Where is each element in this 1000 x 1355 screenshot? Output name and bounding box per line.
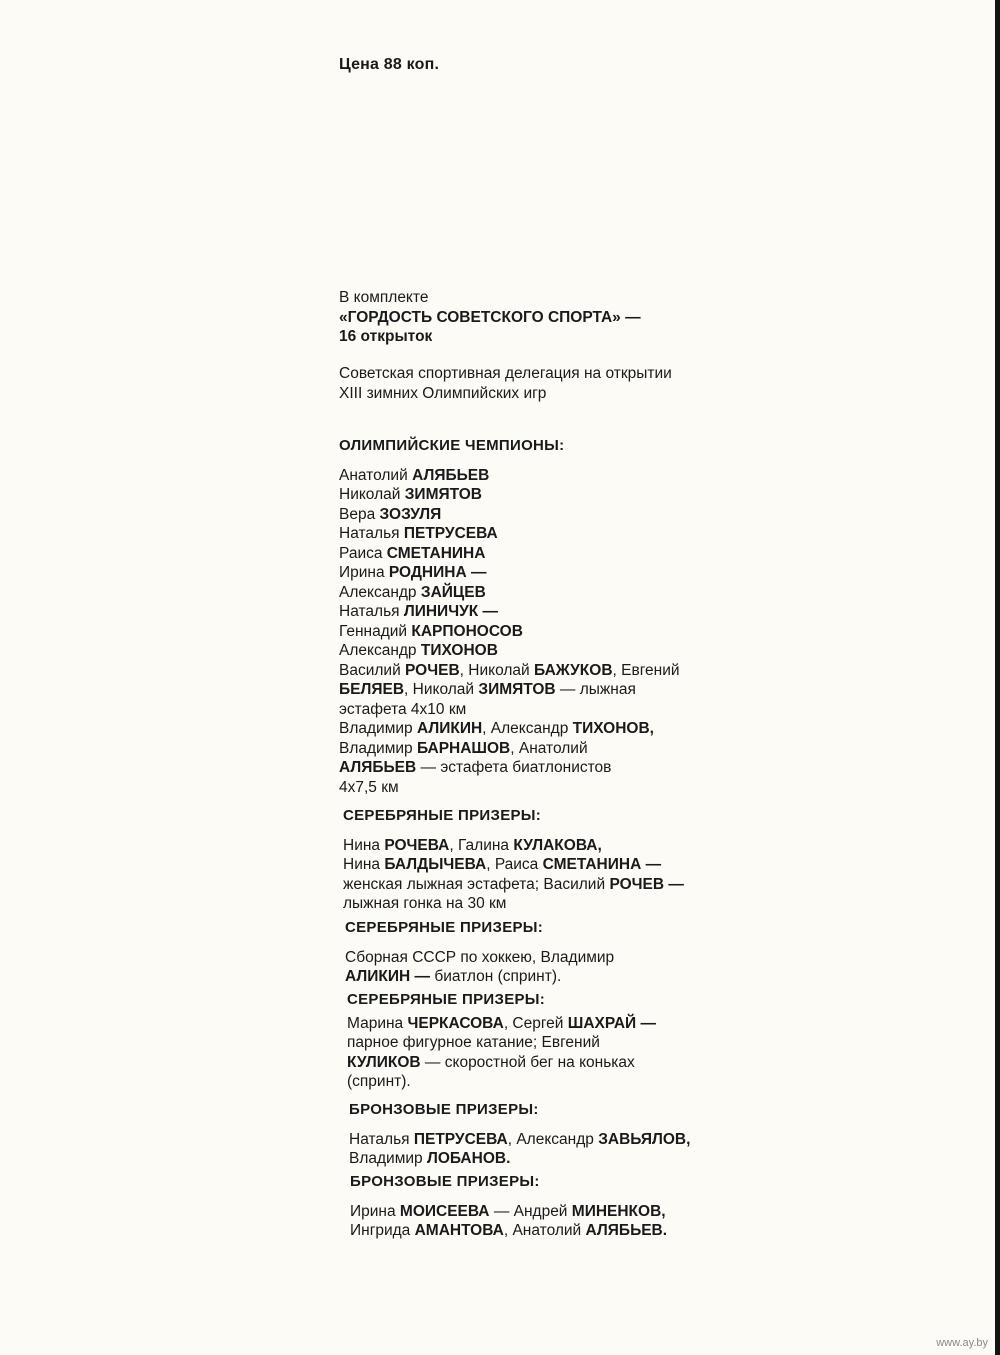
athlete-first-name: Наталья xyxy=(339,525,404,542)
athlete-first-name: Анатолий xyxy=(339,466,413,484)
delegation-caption xyxy=(339,364,769,403)
athlete-surname: АЛЯБЬЕВ xyxy=(339,759,417,776)
bronze-medalists-section xyxy=(350,1172,780,1241)
athlete-surname: ЛОБАНОВ. xyxy=(426,1150,511,1167)
champion-line xyxy=(339,563,769,583)
champion-line xyxy=(339,466,769,486)
set-info xyxy=(339,288,769,347)
bronze-medalists-section xyxy=(349,1100,779,1169)
text-fragment: Ингрида xyxy=(350,1222,415,1239)
medalist-line: Сборная СССР по хоккею, Владимир xyxy=(345,948,615,966)
champion-line xyxy=(339,524,769,544)
set-title: «ГОРДОСТЬ СОВЕТСКОГО СПОРТА» — xyxy=(339,308,641,326)
relay-line: 4х7,5 км xyxy=(339,778,399,796)
medalist-line xyxy=(347,1014,777,1034)
athlete-surname: ТИХОНОВ, xyxy=(572,720,654,737)
athlete-surname: ПЕТРУСЕВА xyxy=(413,1130,508,1148)
medalist-line xyxy=(345,967,775,987)
section-heading: СЕРЕБРЯНЫЕ ПРИЗЕРЫ: xyxy=(343,807,542,824)
silver-medalists-section xyxy=(345,918,775,987)
text-fragment: , Галина xyxy=(449,836,514,854)
relay-line xyxy=(339,680,769,700)
relay-line: эстафета 4х10 км xyxy=(339,700,467,718)
athlete-first-name: Александр xyxy=(339,583,421,601)
athlete-surname: МИНЕНКОВ, xyxy=(571,1202,666,1220)
athlete-surname: ЗАЙЦЕВ xyxy=(420,583,486,601)
caption-line-2: XIII зимних Олимпийских игр xyxy=(339,384,547,402)
athlete-first-name: Александр xyxy=(339,642,421,659)
champion-line xyxy=(339,505,769,525)
athlete-surname: КУЛАКОВА, xyxy=(513,836,602,854)
champion-line xyxy=(339,485,769,505)
athlete-surname: МОИСЕЕВА xyxy=(399,1202,490,1220)
set-info-line-1: В комплекте xyxy=(339,289,429,306)
athlete-surname: РОЧЕВ — xyxy=(609,875,684,893)
athlete-first-name: Николай xyxy=(339,486,405,503)
section-heading: БРОНЗОВЫЕ ПРИЗЕРЫ: xyxy=(349,1101,539,1118)
relay-line xyxy=(339,739,769,759)
medalist-line xyxy=(349,1130,779,1150)
caption-line-1: Советская спортивная делегация на открытии xyxy=(339,365,672,382)
athlete-surname: ЗОЗУЛЯ xyxy=(379,505,442,523)
site-watermark: www.ay.by xyxy=(936,1337,988,1349)
text-fragment: женская лыжная эстафета; Василий xyxy=(343,875,610,893)
athlete-surname: ШАХРАЙ — xyxy=(567,1014,656,1032)
athlete-surname: АЛИКИН xyxy=(416,720,483,737)
text-fragment: , Евгений xyxy=(612,661,680,679)
text-fragment: Нина xyxy=(343,856,385,873)
athlete-first-name: Вера xyxy=(339,505,380,523)
athlete-surname: РОЧЕВА xyxy=(384,836,450,854)
medalist-line xyxy=(343,836,773,856)
medalist-line xyxy=(347,1053,777,1073)
athlete-surname: СМЕТАНИНА xyxy=(386,544,486,562)
athlete-surname: ЗИМЯТОВ xyxy=(478,681,556,698)
text-fragment: , Раиса xyxy=(486,856,543,873)
medalist-line: (спринт). xyxy=(347,1073,411,1090)
text-fragment: , Анатолий xyxy=(503,1222,586,1239)
athlete-first-name: Раиса xyxy=(339,544,387,562)
text-fragment: — лыжная xyxy=(555,681,636,698)
athlete-surname: БЕЛЯЕВ xyxy=(339,681,405,698)
athlete-surname: АЛИКИН — xyxy=(345,968,431,985)
medalist-line xyxy=(350,1221,780,1241)
athlete-first-name: Геннадий xyxy=(339,622,412,640)
text-fragment: Наталья xyxy=(349,1130,414,1148)
athlete-surname: АМАНТОВА xyxy=(414,1222,504,1239)
athlete-first-name: Наталья xyxy=(339,603,404,620)
athlete-surname: ЧЕРКАСОВА xyxy=(407,1014,504,1032)
text-fragment: , Сергей xyxy=(503,1014,568,1032)
relay-line xyxy=(339,758,769,778)
text-fragment: Василий xyxy=(339,661,406,679)
page-edge-shadow xyxy=(995,0,1000,1355)
medalist-line: лыжная гонка на 30 км xyxy=(343,895,507,912)
section-heading: СЕРЕБРЯНЫЕ ПРИЗЕРЫ: xyxy=(347,991,546,1008)
champions-list xyxy=(339,466,769,661)
price-label: Цена 88 коп. xyxy=(339,56,440,73)
silver-medalists-section xyxy=(343,806,773,914)
text-fragment: , Александр xyxy=(507,1130,599,1148)
text-fragment: Нина xyxy=(343,836,385,854)
text-fragment: — Андрей xyxy=(489,1202,572,1220)
medalist-line xyxy=(349,1149,779,1169)
champion-line xyxy=(339,583,769,603)
medalist-line xyxy=(343,855,773,875)
champion-line xyxy=(339,544,769,564)
champion-line xyxy=(339,641,769,661)
athlete-surname: ЗИМЯТОВ xyxy=(404,486,482,503)
athlete-surname: СМЕТАНИНА — xyxy=(542,856,662,873)
athlete-surname: ПЕТРУСЕВА xyxy=(403,525,498,542)
medalist-line xyxy=(350,1202,780,1222)
text-fragment: Ирина xyxy=(350,1202,400,1220)
athlete-surname: РОДНИНА — xyxy=(388,564,487,581)
text-fragment: Марина xyxy=(347,1014,408,1032)
athlete-surname: БАЖУКОВ xyxy=(534,661,613,679)
section-heading: СЕРЕБРЯНЫЕ ПРИЗЕРЫ: xyxy=(345,919,544,936)
text-fragment: Владимир xyxy=(339,720,417,737)
athlete-surname: БАЛДЫЧЕВА xyxy=(384,856,487,873)
athlete-surname: ЗАВЬЯЛОВ, xyxy=(598,1130,691,1148)
champion-line xyxy=(339,602,769,622)
text-fragment: Владимир xyxy=(339,739,417,757)
text-fragment: Владимир xyxy=(349,1150,427,1167)
athlete-first-name: Ирина xyxy=(339,564,389,581)
set-count: 16 открыток xyxy=(339,328,433,345)
relay-line xyxy=(339,719,769,739)
text-fragment: , Николай xyxy=(459,661,535,679)
section-heading: БРОНЗОВЫЕ ПРИЗЕРЫ: xyxy=(350,1173,540,1190)
athlete-surname: ЛИНИЧУК — xyxy=(403,603,498,620)
athlete-surname: АЛЯБЬЕВ xyxy=(412,466,490,484)
athlete-surname: ТИХОНОВ xyxy=(420,642,498,659)
champion-line xyxy=(339,622,769,642)
text-fragment: , Анатолий xyxy=(510,739,588,757)
text-fragment: , Николай xyxy=(404,681,479,698)
text-fragment: — скоростной бег на коньках xyxy=(420,1053,635,1071)
silver-medalists-section xyxy=(347,990,777,1092)
medalist-line xyxy=(343,875,773,895)
medalist-line: парное фигурное катание; Евгений xyxy=(347,1034,600,1051)
champions-section xyxy=(339,436,769,797)
athlete-surname: КАРПОНОСОВ xyxy=(411,622,523,640)
section-heading: ОЛИМПИЙСКИЕ ЧЕМПИОНЫ: xyxy=(339,437,565,454)
athlete-surname: АЛЯБЬЕВ. xyxy=(585,1222,668,1239)
athlete-surname: РОЧЕВ xyxy=(405,661,460,679)
relay-line xyxy=(339,661,769,681)
text-fragment: , Александр xyxy=(482,720,573,737)
text-fragment: — эстафета биатлонистов xyxy=(416,759,612,776)
athlete-surname: КУЛИКОВ xyxy=(347,1053,421,1071)
athlete-surname: БАРНАШОВ xyxy=(416,739,511,757)
text-fragment: биатлон (спринт). xyxy=(430,968,562,985)
